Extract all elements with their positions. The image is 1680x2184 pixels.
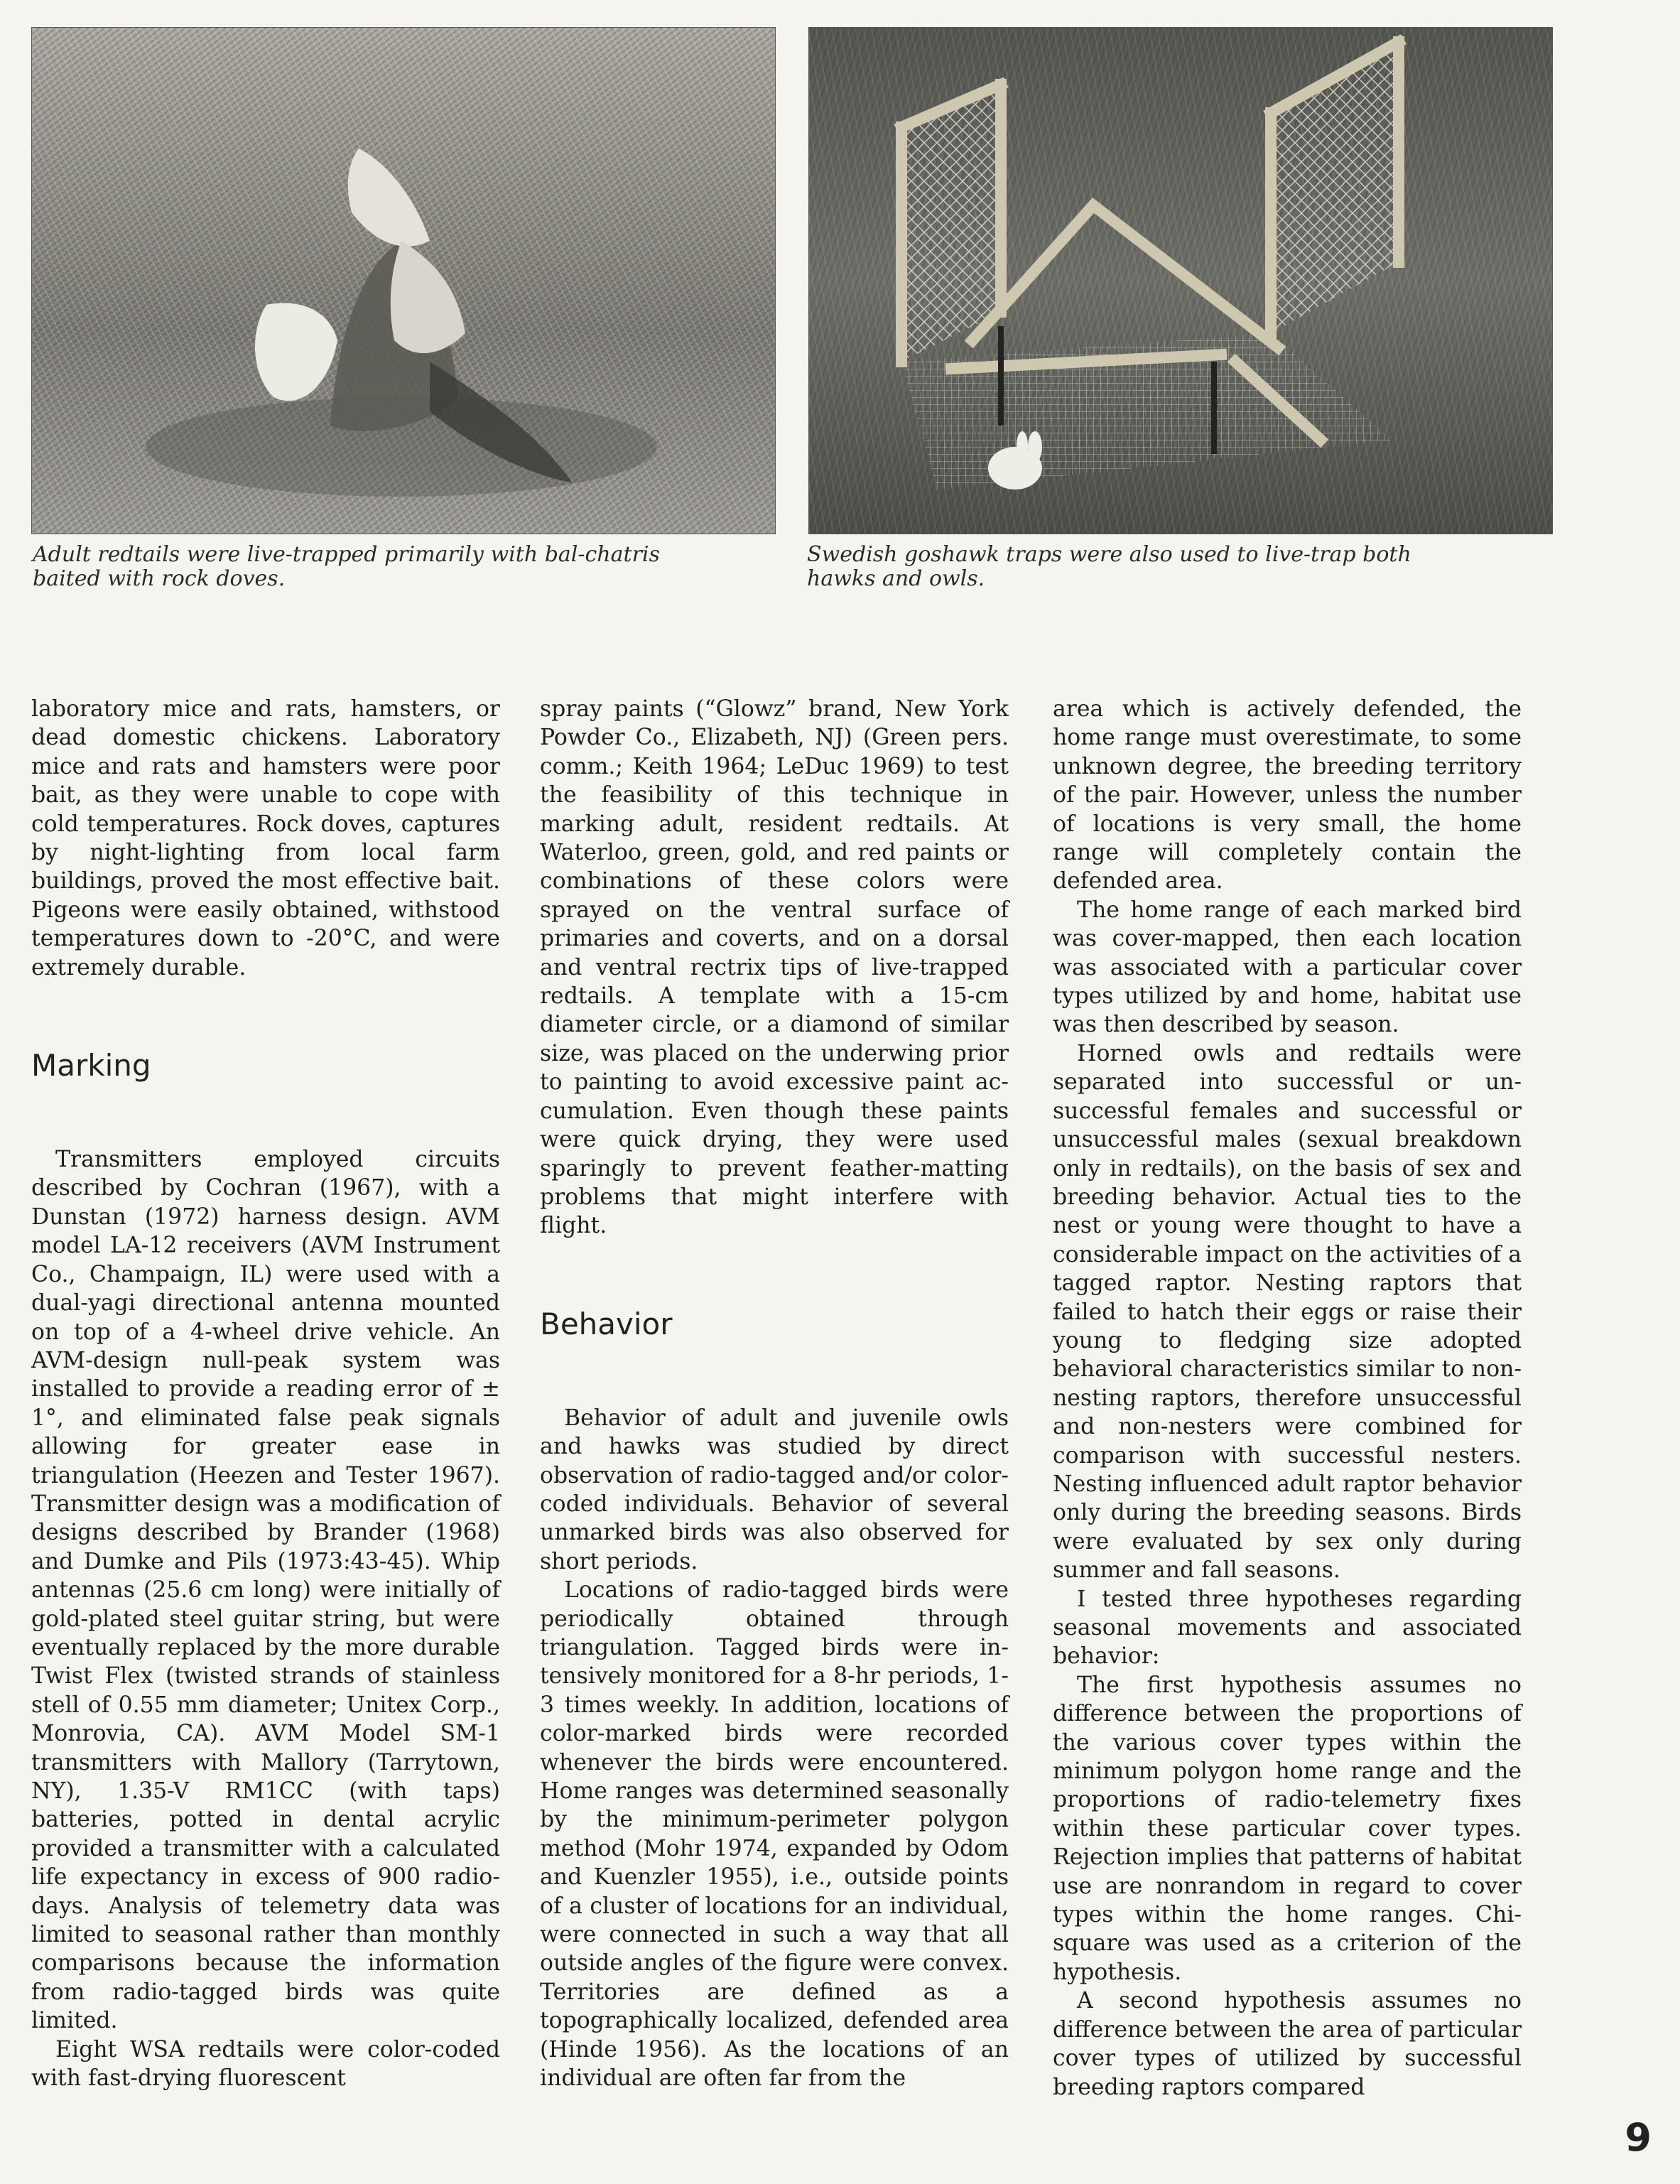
text-column-1 xyxy=(31,695,500,2092)
paragraph: laboratory mice and rats, hamsters, or dead domestic chickens. Laboratory mice and rats and hamsters were poor bait, as they were unable to cope with cold temperatures. Rock doves, captures by night-lighting from local farm buildings, proved the most effective bait. Pigeons were easily obtained, withstood temperatures down to -20°C, and were extremely durable. xyxy=(31,696,500,980)
photo-hawk-balchatri xyxy=(31,27,776,534)
paragraph: Behavior of adult and juvenile owls and hawks was studied by direct observation of radio-tagged and/or color-coded individuals. Behavior of several unmarked birds was also observed for short periods. xyxy=(540,1405,1009,1574)
paragraph: Horned owls and redtails were separated into successful or unsuccessful females and successful or unsuccessful males (sexual breakdown only in redtails), on the basis of sex and breeding behavior. Actual ties to the nest or young were thought to have a considerable impact on the activities of a tagged raptor. Nesting raptors that failed to hatch their eggs or raise their young to fledging size adopted behavioral characteristics similar to non-nesting raptors, therefore unsuccessful and non-nesters were combined for comparison with successful nesters. Nesting influenced adult raptor behavior only during the breeding seasons. Birds were evaluated by sex only during summer and fall seasons. xyxy=(1053,1040,1522,1584)
photo-trap-illustration xyxy=(809,28,1552,534)
paragraph: Transmitters employed circuits described by Cochran (1967), with a Dunstan (1972) harness design. AVM model LA-12 receivers (AVM Instrument Co., Champaign, IL) were used with a dual-yagi directional antenna mounted on top of a 4-wheel drive vehicle. An AVM-design null-peak system was installed to provide a reading error of ± 1°, and eliminated false peak signals allowing for greater ease in triangulation (Heezen and Tester 1967). Transmitter design was a modification of designs described by Brander (1968) and Dumke and Pils (1973:43-45). Whip antennas (25.6 cm long) were initially of gold-plated steel guitar string, but were eventually replaced by the more durable Twist Flex (twisted strands of stainless stell of 0.55 mm diameter; Unitex Corp., Monrovia, CA). AVM Model SM-1 transmitters with Mallory (Tarrytown, NY), 1.35-V RM1CC (with taps) batteries, potted in dental acrylic provided a transmitter with a calculated life expectancy in excess of 900 radio-days. Analysis of telemetry data was limited to seasonal rather than monthly comparisons because the information from radio-tagged birds was quite limited. xyxy=(31,1147,500,2034)
paragraph: The home range of each marked bird was cover-mapped, then each location was associated with a particular cover types utilized by and home, habitat use was then described by season. xyxy=(1053,897,1522,1038)
photo-hawk-illustration xyxy=(32,28,775,534)
paragraph: spray paints (“Glowz” brand, New York Powder Co., Elizabeth, NJ) (Green pers. comm.; Keith 1964; LeDuc 1969) to test the feasibility of this technique in marking adult, resident redtails. At Waterloo, green, gold, and red paints or combinations of these colors were sprayed on the ventral surface of primaries and coverts, and on a dorsal and ventral rectrix tips of live-trapped redtails. A template with a 15-cm diameter circle, or a diamond of similar size, was placed on the underwing prior to painting to avoid excessive paint accumulation. Even though these paints were quick drying, they were used sparingly to prevent feather-matting problems that might interfere with flight. xyxy=(540,696,1009,1239)
paragraph: Locations of radio-tagged birds were periodically obtained through triangulation. Tagged birds were intensively monitored for a 8-hr periods, 1-3 times weekly. In addition, locations of color-marked birds were recorded whenever the birds were encountered. Home ranges was determined seasonally by the minimum-perimeter polygon method (Mohr 1974, expanded by Odom and Kuenzler 1955), i.e., outside points of a cluster of locations for an individual, were connected in such a way that all outside angles of the figure were convex. Territories are defined as a topographically localized, defended area (Hinde 1956). As the locations of an individual are often far from the xyxy=(540,1577,1009,2092)
photo-goshawk-trap xyxy=(808,27,1553,534)
paragraph: The first hypothesis assumes no difference between the proportions of the various cover types within the minimum polygon home range and the proportions of radio-telemetry fixes within these particular cover types. Rejection implies that patterns of habitat use are nonrandom in regard to cover types within the home ranges. Chi-square was used as a criterion of the hypothesis. xyxy=(1053,1672,1522,1985)
section-heading-behavior: Behavior xyxy=(540,1306,673,1341)
text-column-3 xyxy=(1053,695,1522,2102)
page-number: 9 xyxy=(1625,2115,1652,2160)
paragraph: I tested three hypotheses regarding seasonal movements and associated behavior: xyxy=(1053,1586,1522,1670)
section-heading-marking: Marking xyxy=(31,1048,151,1083)
text-column-2 xyxy=(540,695,1009,2092)
photo-caption-left: Adult redtails were live-trapped primarily with bal-chatris baited with rock doves. xyxy=(33,542,660,591)
paragraph: area which is actively defended, the home range must overestimate, to some unknown degree, the breeding territory of the pair. However, unless the number of locations is very small, the home range will completely contain the defended area. xyxy=(1053,696,1522,894)
paragraph: A second hypothesis assumes no difference between the area of particular cover types of utilized by successful breeding raptors compared xyxy=(1053,1988,1522,2100)
paragraph: Eight WSA redtails were color-coded with fast-drying fluorescent xyxy=(31,2036,500,2092)
photo-caption-right: Swedish goshawk traps were also used to live-trap both hawks and owls. xyxy=(807,542,1411,591)
